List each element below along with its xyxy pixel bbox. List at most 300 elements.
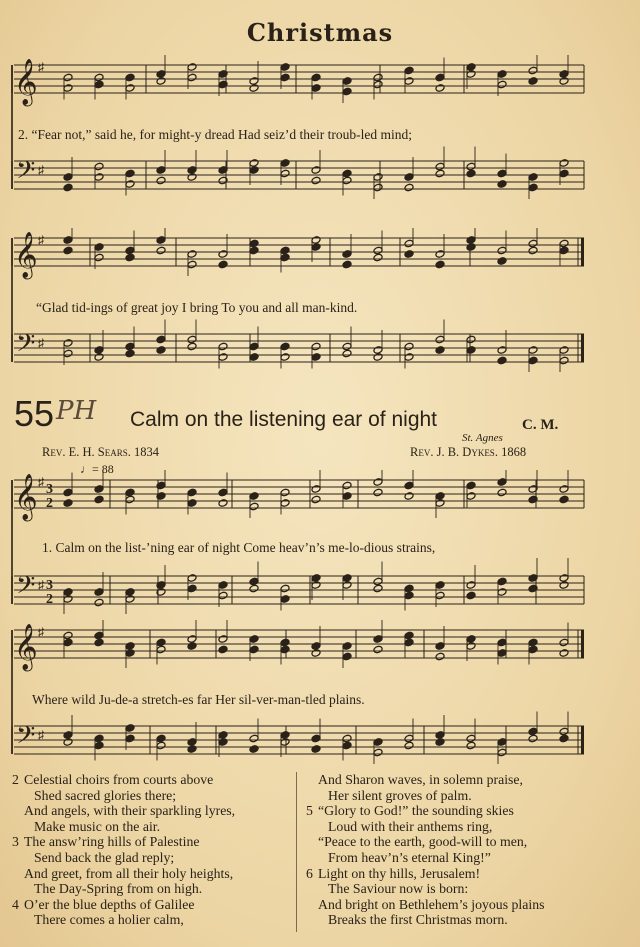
note-head [94,73,104,82]
note-head [187,738,197,747]
note-head [497,748,507,757]
note-head [63,499,73,508]
sharp-icon: ♯ [38,728,44,742]
note-head [311,581,321,590]
note-head [342,342,352,351]
verse-text: Breaks the first Christmas morn. [328,912,508,928]
note-head [218,645,228,654]
verse-line [306,803,544,819]
note-head [404,239,414,248]
note-head [125,84,135,93]
music-credit: Rev. J. B. Dykes. 1868 [410,445,527,459]
note-head [466,63,476,72]
verse-line [12,834,235,850]
note-head [280,73,290,82]
verse-text: Shed sacred glories there; [34,787,177,803]
note-head [94,741,104,750]
end-bar-thick [581,726,584,754]
note-head [63,349,73,358]
sharp-icon: ♯ [38,163,44,177]
note-head [559,356,569,365]
note-head [497,246,507,255]
note-head [559,77,569,86]
note-head [311,495,321,504]
note-head [218,250,228,259]
verse-text: And angels, with their sparkling lyres, [24,803,236,819]
verse-text: Light on thy hills, Jerusalem! [318,865,481,881]
verse-line [12,803,235,819]
verse-line [306,772,544,788]
verse-text: From heav’n’s eternal King!” [328,849,491,865]
verse-line [12,850,235,866]
verse-line [306,866,544,882]
note-head [404,591,414,600]
note-head [466,70,476,79]
note-head [94,631,104,640]
note-head [94,638,104,647]
note-head [435,84,445,93]
note-head [94,588,104,597]
note-head [373,478,383,487]
note-head [311,734,321,743]
note-head [63,236,73,245]
note-head [249,239,259,248]
note-head [435,250,445,259]
note-head [280,488,290,497]
note-head [218,738,228,747]
note-head [466,236,476,245]
note-head [125,595,135,604]
treble-clef-icon: 𝄞 [14,474,38,520]
note-head [404,66,414,75]
note-head [218,260,228,269]
note-head [125,246,135,255]
note-head [187,260,197,269]
note-head [187,173,197,182]
note-head [373,738,383,747]
verse-number: 6 [306,865,313,881]
note-head [559,159,569,168]
note-head [187,335,197,344]
note-head [187,745,197,754]
note-head [187,499,197,508]
note-head [63,595,73,604]
note-head [280,353,290,362]
note-head [466,335,476,344]
note-head [280,342,290,351]
bass-clef-icon: 𝄢 [16,571,36,606]
note-head [497,488,507,497]
note-head [280,246,290,255]
note-head [156,166,166,175]
note-head [311,745,321,754]
note-head [404,353,414,362]
note-head [559,169,569,178]
hymn-meter: C. M. [522,417,559,433]
verse-text: Make music on the air. [34,818,161,834]
treble-clef-icon: 𝄞 [14,624,38,670]
note-head [218,488,228,497]
note-head [156,638,166,647]
note-head [373,183,383,192]
note-head [187,574,197,583]
note-head [404,584,414,593]
note-head [404,741,414,750]
note-head [280,731,290,740]
note-head [249,246,259,255]
note-head [559,495,569,504]
note-head [63,84,73,93]
note-head [435,346,445,355]
note-head [528,246,538,255]
time-signature-top: 3 [46,578,53,593]
note-head [528,346,538,355]
note-head [373,635,383,644]
note-head [156,77,166,86]
note-head [94,173,104,182]
note-head [125,495,135,504]
note-head [187,342,197,351]
words-credit: Rev. E. H. Sears. 1834 [42,445,159,459]
note-head [435,581,445,590]
note-head [528,77,538,86]
verse-text: And Sharon waves, in solemn praise, [318,772,523,787]
note-head [497,638,507,647]
note-head [466,734,476,743]
note-head [63,246,73,255]
verse-line [12,866,235,882]
verse-line [306,819,544,835]
note-head [497,70,507,79]
verse-text: There comes a holier calm, [34,912,184,928]
note-head [373,253,383,262]
note-head [404,183,414,192]
verse-number: 5 [306,803,313,819]
note-head [559,70,569,79]
note-head [280,169,290,178]
note-head [94,598,104,607]
note-head [187,250,197,259]
note-head [63,738,73,747]
note-head [466,581,476,590]
note-head [466,741,476,750]
note-head [249,342,259,351]
note-head [404,250,414,259]
note-head [404,638,414,647]
verse-line [306,834,544,850]
verse-text: And greet, from all their holy heights, [24,865,234,881]
note-head [404,734,414,743]
note-head [528,645,538,654]
note-head [156,335,166,344]
note-head [280,253,290,262]
note-head [156,70,166,79]
handwritten-mark: PH [56,396,97,426]
note-head [249,584,259,593]
note-head [249,635,259,644]
note-head [156,734,166,743]
verse-line [306,881,544,897]
note-head [94,495,104,504]
verse-line [12,912,235,928]
verses-right-column [306,772,544,928]
note-head [125,734,135,743]
note-head [94,734,104,743]
note-head [218,342,228,351]
note-head [342,260,352,269]
note-head [435,499,445,508]
note-head [435,169,445,178]
note-head [249,645,259,654]
note-head [249,734,259,743]
note-head [63,173,73,182]
note-head [342,734,352,743]
note-head [528,66,538,75]
verse-text: Celestial choirs from courts above [24,772,214,787]
note-head [559,638,569,647]
note-head [187,635,197,644]
note-head [404,77,414,86]
note-head [342,77,352,86]
note-head [373,584,383,593]
note-head [404,342,414,351]
note-head [280,499,290,508]
note-head [528,356,538,365]
note-head [94,346,104,355]
note-head [497,356,507,365]
verse-line [12,788,235,804]
note-head [156,236,166,245]
note-head [156,741,166,750]
note-head [497,169,507,178]
note-head [373,488,383,497]
note-head [497,346,507,355]
note-head [466,591,476,600]
note-head [373,246,383,255]
verse-text: “Peace to the earth, good-will to men, [318,834,528,850]
verse-line [306,788,544,804]
metronome-mark: ♩= 88 [80,462,114,476]
note-head [559,734,569,743]
note-head [125,253,135,262]
note-head [156,246,166,255]
treble-clef-icon: 𝄞 [14,59,38,105]
note-head [373,748,383,757]
end-bar-thick [581,238,584,266]
note-head [435,731,445,740]
note-head [435,642,445,651]
end-bar-thick [581,334,584,362]
note-head [559,346,569,355]
note-head [280,638,290,647]
note-head [280,738,290,747]
tune-name: St. Agnes [462,432,503,444]
note-head [528,638,538,647]
note-head [311,649,321,658]
note-head [94,253,104,262]
note-head [559,727,569,736]
note-head [342,492,352,501]
note-head [249,577,259,586]
note-head [497,577,507,586]
note-head [466,243,476,252]
note-head [156,346,166,355]
note-head [218,731,228,740]
verse-text: The answ’ring hills of Palestine [24,834,200,850]
note-head [466,492,476,501]
note-head [466,481,476,490]
time-signature-bottom: 2 [46,496,53,511]
note-head [125,724,135,733]
note-head [528,173,538,182]
note-head [404,492,414,501]
verse-line [306,912,544,928]
lyric-line-prev-2: “Glad tid-ings of great joy I bring To you and all man-kind. [36,300,358,315]
note-head [249,166,259,175]
verse-line [12,881,235,897]
note-head [187,584,197,593]
note-head [528,734,538,743]
time-signature-top: 3 [46,482,53,497]
note-head [435,492,445,501]
verse-line [306,897,544,913]
note-head [311,342,321,351]
note-head [125,342,135,351]
note-head [63,339,73,348]
sharp-icon: ♯ [38,578,44,592]
verse-line [306,850,544,866]
note-head [125,488,135,497]
note-head [435,260,445,269]
column-divider [296,772,297,932]
note-head [528,183,538,192]
note-head [63,638,73,647]
note-head [559,239,569,248]
note-head [311,84,321,93]
note-head [218,635,228,644]
note-head [559,246,569,255]
verse-text: Her silent groves of palm. [328,787,472,803]
note-head [249,353,259,362]
lyric-line-1: 1. Calm on the list-’ning ear of night Come heav’n’s me-lo-dious strains, [42,540,436,555]
note-head [373,73,383,82]
note-head [311,642,321,651]
verse-text: And bright on Bethlehem’s joyous plains [318,896,545,912]
note-head [342,176,352,185]
note-head [249,84,259,93]
note-head [342,349,352,358]
verse-number: 4 [12,896,19,912]
note-head [63,731,73,740]
note-head [373,577,383,586]
note-head [218,581,228,590]
sharp-icon: ♯ [38,336,44,350]
note-head [311,485,321,494]
note-head [373,80,383,89]
note-head [342,581,352,590]
page-header: Christmas [246,18,394,47]
note-head [497,80,507,89]
note-head [280,645,290,654]
note-head [218,353,228,362]
note-head [125,588,135,597]
note-head [373,353,383,362]
verse-line [12,819,235,835]
note-head [435,652,445,661]
bass-clef-icon: 𝄢 [16,721,36,756]
note-head [342,87,352,96]
note-head [94,162,104,171]
note-head [559,581,569,590]
note-head [466,346,476,355]
note-head [342,652,352,661]
note-head [280,63,290,72]
note-head [94,353,104,362]
note-head [280,159,290,168]
note-head [63,631,73,640]
note-head [94,243,104,252]
verse-text: Send back the glad reply; [34,849,175,865]
note-head [187,166,197,175]
time-signature-bottom: 2 [46,592,53,607]
note-head [528,727,538,736]
note-head [435,335,445,344]
note-head [63,183,73,192]
note-head [342,250,352,259]
verse-number: 3 [12,834,19,850]
hymn-title: Calm on the listening ear of night [130,408,438,431]
note-head [466,162,476,171]
hymn-number: 55 [14,393,55,434]
note-head [497,180,507,189]
sharp-icon: ♯ [38,475,44,489]
note-head [63,73,73,82]
sharp-icon: ♯ [38,60,44,74]
note-head [404,481,414,490]
note-head [435,162,445,171]
note-head [435,591,445,600]
note-head [311,574,321,583]
sharp-icon: ♯ [38,625,44,639]
note-head [497,257,507,266]
note-head [249,77,259,86]
note-head [187,73,197,82]
note-head [249,745,259,754]
note-head [187,642,197,651]
verse-text: The Day-Spring from on high. [34,881,203,897]
note-head [497,588,507,597]
note-head [404,631,414,640]
note-head [497,478,507,487]
note-head [311,166,321,175]
note-head [466,642,476,651]
note-head [559,574,569,583]
verse-line [12,772,235,788]
note-head [373,645,383,654]
note-head [218,591,228,600]
note-head [373,346,383,355]
note-head [125,349,135,358]
end-bar-thick [581,630,584,658]
note-head [249,492,259,501]
note-head [125,642,135,651]
verse-line [12,897,235,913]
verse-number: 2 [12,772,19,787]
note-head [187,63,197,72]
note-head [156,645,166,654]
note-head [94,485,104,494]
note-head [373,173,383,182]
